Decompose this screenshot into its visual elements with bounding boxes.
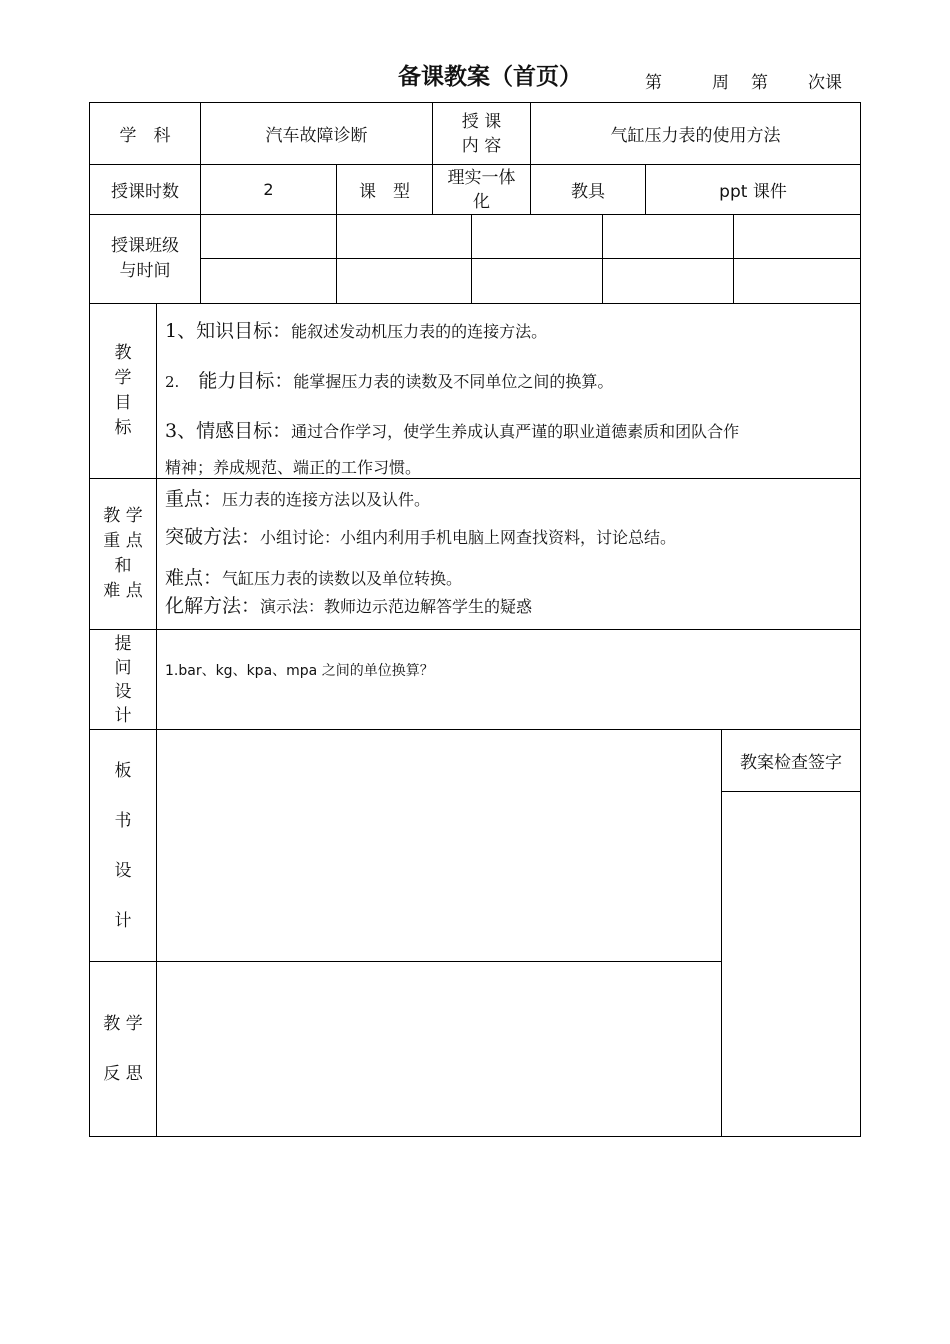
sign-area[interactable] bbox=[722, 792, 860, 1136]
board-label-char-3: 设 bbox=[114, 860, 132, 881]
reflection-label-line-2: 反 思 bbox=[103, 1064, 143, 1084]
emotion-objective-text: 通过合作学习，使学生养成认真严谨的职业道德素质和团队合作 bbox=[291, 422, 740, 441]
objectives-label-char-1: 教 bbox=[114, 343, 132, 363]
type-label: 课 型 bbox=[359, 182, 410, 202]
questions-label-char-4: 计 bbox=[114, 705, 132, 726]
class-time-label bbox=[90, 215, 200, 303]
ability-objective-text: 能掌握压力表的读数及不同单位之间的换算。 bbox=[293, 372, 614, 391]
content-label-line-2: 内 容 bbox=[461, 135, 502, 156]
session-prefix: 第 bbox=[751, 73, 768, 93]
resolution-method-heading: 化解方法： bbox=[165, 595, 261, 617]
objectives-label-char-3: 目 bbox=[114, 393, 132, 413]
reflection-label bbox=[90, 962, 156, 1136]
board-label-char-2: 书 bbox=[114, 810, 132, 831]
question-1: 1.bar、kg、kpa、mpa 之间的单位换算？ bbox=[165, 663, 434, 679]
breakthrough-method-heading: 突破方法： bbox=[165, 526, 261, 548]
ability-objective-number: 2. bbox=[165, 373, 180, 391]
week-mid: 周 bbox=[712, 73, 729, 93]
keypoints-label-line-2: 重 点 bbox=[103, 531, 143, 551]
questions-label-char-3: 设 bbox=[114, 681, 132, 702]
difficult-point-text: 气缸压力表的读数以及单位转换。 bbox=[222, 569, 463, 588]
sign-label: 教案检查签字 bbox=[740, 753, 842, 773]
type-value bbox=[433, 165, 530, 214]
class-time-label-line-1: 授课班级 bbox=[111, 236, 179, 256]
ability-objective-heading: 能力目标： bbox=[198, 370, 294, 392]
reflection-label-line-1: 教 学 bbox=[103, 1014, 143, 1034]
content-label-line-1: 授 课 bbox=[461, 111, 502, 132]
key-point-text: 压力表的连接方法以及认件。 bbox=[222, 490, 431, 509]
objectives-label-char-2: 学 bbox=[114, 368, 132, 388]
key-point bbox=[165, 484, 430, 511]
questions-label-char-1: 提 bbox=[114, 633, 132, 654]
objectives-label bbox=[90, 304, 156, 478]
subject-value: 汽车故障诊断 bbox=[265, 126, 368, 146]
reflection-area[interactable] bbox=[157, 962, 721, 1136]
session-suffix: 次课 bbox=[808, 73, 842, 93]
emotion-objective-heading: 情感目标： bbox=[196, 420, 292, 442]
resolution-method bbox=[165, 591, 532, 618]
hours-label: 授课时数 bbox=[111, 182, 179, 202]
board-label-char-4: 计 bbox=[114, 910, 132, 931]
keypoints-label-line-3: 和 bbox=[114, 556, 132, 576]
resolution-method-text: 演示法：教师边示范边解答学生的疑惑 bbox=[260, 597, 533, 616]
knowledge-objective bbox=[165, 316, 547, 343]
ability-objective bbox=[165, 366, 613, 393]
type-value-line-2: 化 bbox=[473, 191, 490, 212]
content-value: 气缸压力表的使用方法 bbox=[610, 126, 781, 146]
type-value-line-1: 理实一体 bbox=[447, 167, 516, 188]
questions-label bbox=[90, 630, 156, 729]
keypoints-label-line-4: 难 点 bbox=[103, 581, 143, 601]
keypoints-label-line-1: 教 学 bbox=[103, 506, 143, 526]
breakthrough-method bbox=[165, 522, 676, 549]
breakthrough-method-text: 小组讨论：小组内利用手机电脑上网查找资料，讨论总结。 bbox=[260, 528, 677, 547]
hours-value: 2 bbox=[263, 180, 274, 199]
objectives-label-char-4: 标 bbox=[114, 418, 132, 438]
keypoints-label bbox=[90, 479, 156, 629]
tools-label: 教具 bbox=[571, 182, 605, 202]
week-prefix: 第 bbox=[645, 73, 662, 93]
knowledge-objective-number: 1、 bbox=[165, 320, 197, 342]
difficult-point bbox=[165, 563, 462, 590]
questions-label-char-2: 问 bbox=[114, 657, 132, 678]
content-label bbox=[433, 103, 530, 164]
page-title: 备课教案（首页） bbox=[398, 64, 582, 90]
key-point-heading: 重点： bbox=[165, 488, 223, 510]
knowledge-objective-text: 能叙述发动机压力表的的连接方法。 bbox=[291, 322, 548, 341]
class-time-label-line-2: 与时间 bbox=[119, 261, 171, 281]
knowledge-objective-heading: 知识目标： bbox=[196, 320, 292, 342]
emotion-objective bbox=[165, 416, 739, 443]
difficult-point-heading: 难点： bbox=[165, 567, 223, 589]
tools-value: ppt 课件 bbox=[719, 182, 787, 202]
board-label bbox=[90, 730, 156, 961]
subject-label: 学 科 bbox=[119, 126, 171, 146]
board-label-char-1: 板 bbox=[114, 760, 132, 781]
board-design-area[interactable] bbox=[157, 730, 721, 961]
emotion-objective-number: 3、 bbox=[165, 420, 197, 442]
emotion-objective-text-continued: 精神；养成规范、端正的工作习惯。 bbox=[165, 458, 422, 477]
